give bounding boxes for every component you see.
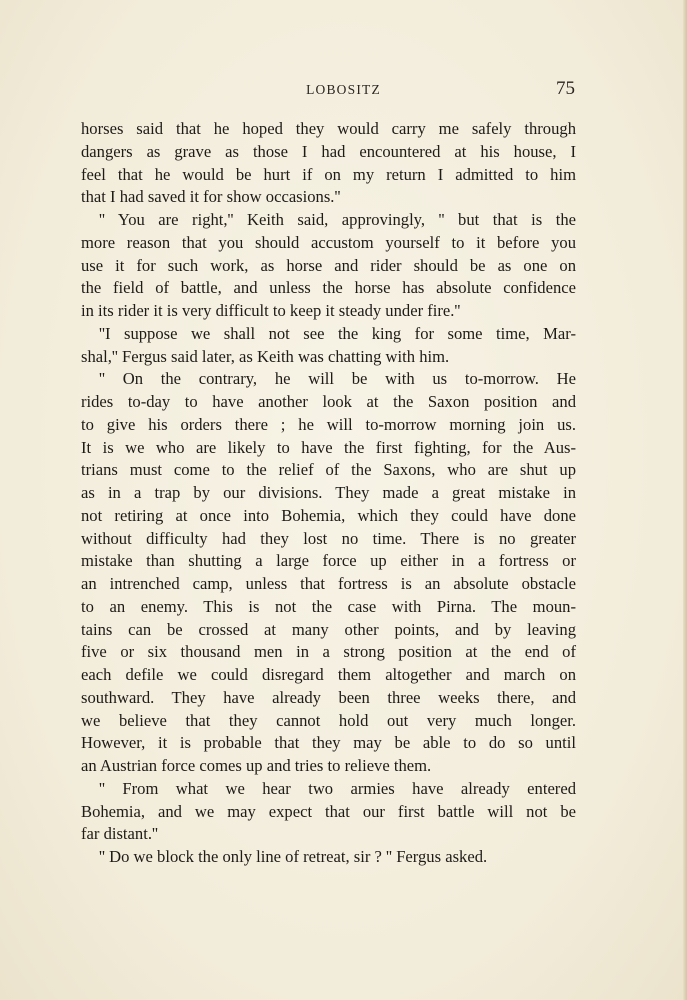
text-line: an intrenched camp, unless that fortress is an absolute obstacle [81, 574, 576, 593]
page-edge [683, 0, 687, 1000]
text-line: However, it is probable that they may be able to do so until [81, 733, 576, 753]
text-line: '' From what we hear two armies have already entered [99, 778, 576, 798]
page-number: 75 [556, 78, 575, 99]
text-line: trians must come to the relief of the Saxons, who are shut up [81, 460, 576, 480]
text-line: southward. They have already been three weeks there, and [81, 687, 576, 707]
text-line: the field of battle, and unless the horse has absolute confidence [81, 278, 576, 298]
text-line: as in a trap by our divisions. They made a great mistake in [81, 483, 576, 502]
text-line: mistake than shutting a large force up either in a fortress or [81, 551, 576, 571]
text-line: shal,'' Fergus said later, as Keith was chatting with him. [81, 346, 450, 366]
text-line: not retiring at once into Bohemia, which they could have done [81, 505, 576, 525]
text-line: more reason that you should accustom yourself to it before you [81, 232, 576, 252]
text-line: each defile we could disregard them altogether and march on [81, 665, 576, 684]
running-head: LOBOSITZ [306, 82, 381, 97]
text-line: far distant.'' [81, 824, 158, 844]
text-line: Bohemia, and we may expect that our first battle will not be [81, 801, 576, 821]
text-line: '' You are right,'' Keith said, approvingly, '' but that is the [99, 210, 576, 229]
text-line: horses said that he hoped they would carry me safely through [81, 119, 576, 138]
text-line: It is we who are likely to have the first fighting, for the Aus- [81, 437, 576, 457]
text-line: to give his orders there ; he will to-morrow morning join us. [81, 414, 576, 434]
text-line: ''I suppose we shall not see the king for some time, Mar- [99, 323, 576, 343]
text-line: '' Do we block the only line of retreat, sir ? '' Fergus asked. [99, 847, 488, 866]
text-line: we believe that they cannot hold out very much longer. [81, 710, 576, 730]
text-line: an Austrian force comes up and tries to relieve them. [81, 756, 432, 775]
text-line: tains can be crossed at many other points, and by leaving [81, 619, 576, 639]
text-line: '' On the contrary, he will be with us to-morrow. He [99, 369, 576, 389]
page-header [0, 78, 687, 106]
text-line: rides to-day to have another look at the Saxon position and [81, 392, 576, 411]
text-line: five or six thousand men in a strong position at the end of [81, 642, 576, 662]
text-line: dangers as grave as those I had encountered at his house, I [81, 141, 576, 161]
text-line: feel that he would be hurt if on my return I admitted to him [81, 164, 576, 184]
body-text [81, 118, 576, 869]
text-line: without difficulty had they lost no time. There is no greater [81, 528, 576, 548]
text-line: use it for such work, as horse and rider should be as one on [81, 255, 576, 275]
text-line: that I had saved it for show occasions.'' [81, 187, 341, 207]
text-line: in its rider it is very difficult to keep it steady under fire.'' [81, 301, 461, 320]
text-line: to an enemy. This is not the case with Pirna. The moun- [81, 596, 576, 616]
